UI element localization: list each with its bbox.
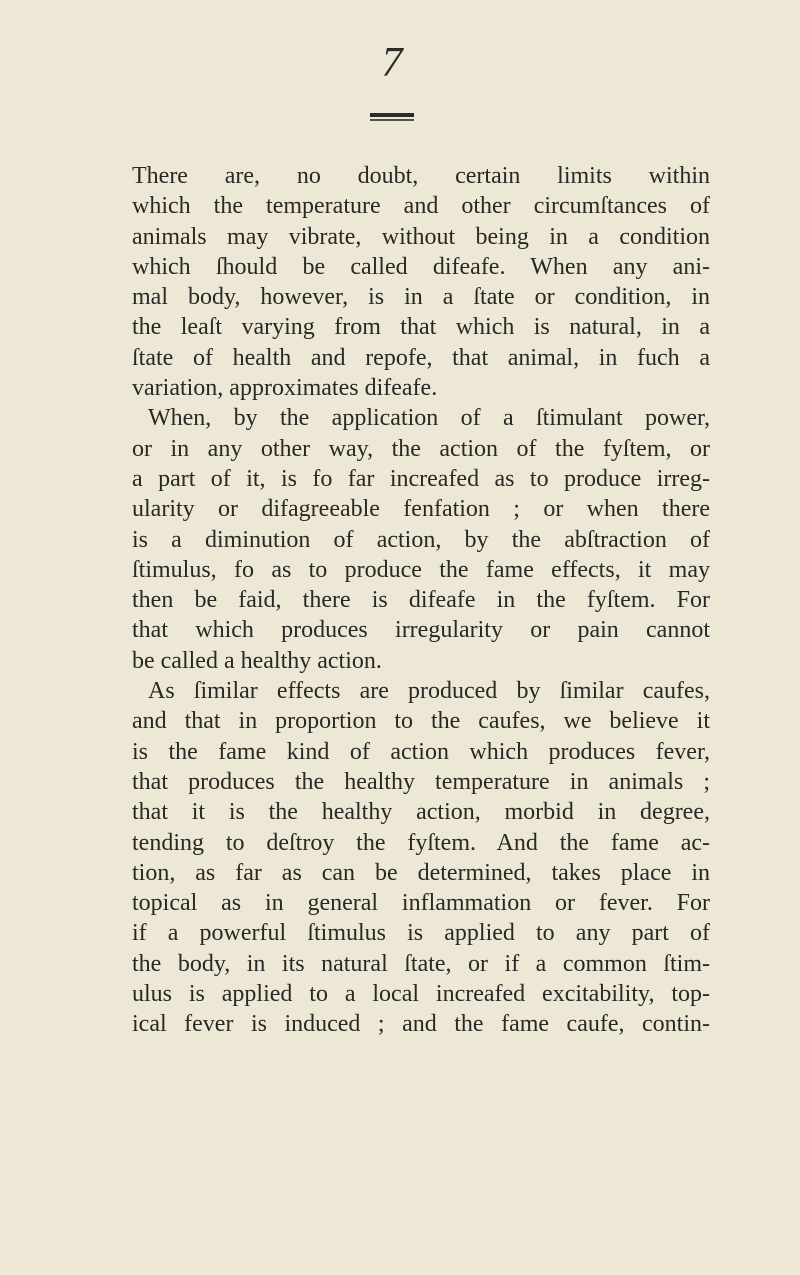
text-line: be called a healthy action.: [132, 647, 382, 674]
text-line: or in any other way, the action of the fyſtem, or: [132, 435, 710, 462]
text-line: which the temperature and other circumſtances of: [132, 193, 710, 220]
text-line: ical fever is induced ; and the fame caufe, contin-: [132, 1011, 710, 1038]
page-number-rule: [370, 113, 414, 117]
text-line: topical as in general inflammation or fever. For: [132, 890, 710, 917]
page-number: 7: [381, 40, 403, 86]
text-line: a part of it, is fo far increafed as to produce irreg-: [132, 465, 710, 492]
text-line: ularity or difagreeable fenfation ; or when there: [132, 496, 710, 523]
text-line: ſtate of health and repofe, that animal, in fuch a: [132, 344, 710, 371]
text-line: variation, approximates difeafe.: [132, 375, 438, 402]
text-line: ſtimulus, fo as to produce the fame effects, it may: [132, 556, 710, 583]
text-line: then be faid, there is difeafe in the fyſtem. For: [132, 587, 710, 614]
text-line: tion, as far as can be determined, takes place in: [132, 859, 710, 886]
text-line: and that in proportion to the caufes, we believe it: [132, 708, 710, 735]
text-line: that it is the healthy action, morbid in degree,: [132, 799, 710, 826]
text-line: is a diminution of action, by the abſtraction of: [132, 526, 710, 553]
body-text: [132, 161, 710, 1040]
text-line: tending to deſtroy the fyſtem. And the fame ac-: [132, 829, 710, 856]
text-line: When, by the application of a ſtimulant power,: [148, 405, 710, 432]
text-line: the body, in its natural ſtate, or if a common ſtim-: [132, 950, 710, 977]
text-line: There are, no doubt, certain limits within: [132, 163, 710, 189]
text-line: ulus is applied to a local increafed excitability, top-: [132, 981, 710, 1008]
text-line: animals may vibrate, without being in a condition: [132, 223, 710, 250]
text-line: which ſhould be called difeafe. When any ani-: [132, 253, 710, 280]
text-line: As ſimilar effects are produced by ſimilar caufes,: [148, 678, 710, 705]
text-line: that produces the healthy temperature in animals ;: [132, 768, 710, 795]
text-line: is the fame kind of action which produces fever,: [132, 738, 710, 765]
text-line: mal body, however, is in a ſtate or condition, in: [132, 284, 710, 311]
text-line: that which produces irregularity or pain cannot: [132, 617, 710, 644]
text-line: if a powerful ſtimulus is applied to any part of: [132, 920, 710, 947]
text-line: the leaſt varying from that which is natural, in a: [132, 314, 710, 341]
